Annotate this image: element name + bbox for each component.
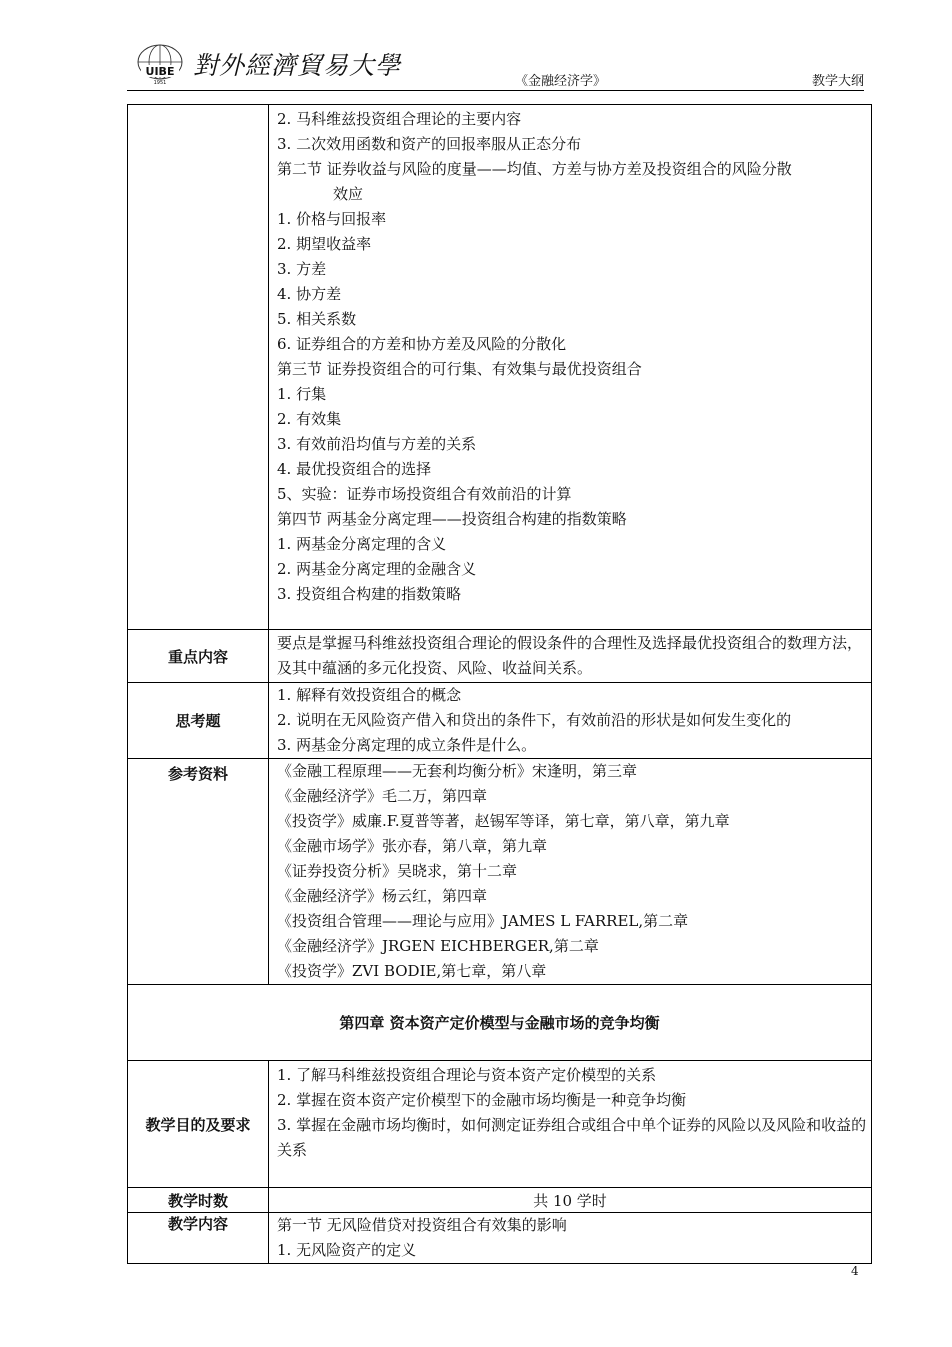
chapter-title-row [128, 985, 872, 1061]
objectives-row [128, 1061, 872, 1188]
questions-row [128, 683, 872, 759]
content-line: 6. 证券组合的方差和协方差及风险的分散化 [277, 335, 567, 353]
chapter-title: 第四章 资本资产定价模型与金融市场的竞争均衡 [128, 985, 872, 1061]
content-line: 1. 行集 [277, 385, 327, 403]
svg-text:UIBE: UIBE [145, 65, 175, 78]
content-line: 4. 最优投资组合的选择 [277, 460, 432, 478]
course-title: 《金融经济学》 [515, 74, 607, 89]
objectives-list [269, 1061, 871, 1163]
objectives-label: 教学目的及要求 [128, 1061, 269, 1188]
content-line: 3. 方差 [277, 260, 327, 278]
empty-label-cell [128, 105, 269, 630]
section-heading: 第二节 证券收益与风险的度量——均值、方差与协方差及投资组合的风险分散 [277, 160, 792, 178]
content-line: 3. 有效前沿均值与方差的关系 [277, 435, 477, 453]
content-line: 2. 马科维兹投资组合理论的主要内容 [277, 110, 522, 128]
questions-list [269, 683, 871, 758]
university-logo [135, 42, 185, 86]
reference-item: 《投资学》ZVI BODIE,第七章，第八章 [277, 962, 547, 980]
content-line: 2. 两基金分离定理的金融含义 [277, 560, 477, 578]
key-points-row [128, 630, 872, 683]
content-line: 5. 相关系数 [277, 310, 357, 328]
content-line: 4. 协方差 [277, 285, 342, 303]
reference-item: 《投资学》威廉.F.夏普等著，赵锡军等译，第七章，第八章，第九章 [277, 812, 730, 830]
reference-item: 《金融市场学》张亦春，第八章，第九章 [277, 837, 548, 855]
content-line: 1. 两基金分离定理的含义 [277, 535, 447, 553]
references-label: 参考资料 [128, 759, 269, 985]
hours-row [128, 1188, 872, 1213]
reference-item: 《证券投资分析》吴晓求，第十二章 [277, 862, 518, 880]
references-list [269, 759, 871, 984]
reference-item: 《金融工程原理——无套利均衡分析》宋逢明，第三章 [277, 762, 638, 780]
content-line: 2. 有效集 [277, 410, 342, 428]
content-line: 1. 无风险资产的定义 [277, 1241, 417, 1259]
section-heading: 第一节 无风险借贷对投资组合有效集的影响 [277, 1216, 567, 1234]
hours-label: 教学时数 [128, 1188, 269, 1213]
question-item: 3. 两基金分离定理的成立条件是什么。 [277, 736, 537, 754]
content-line: 2. 期望收益率 [277, 235, 372, 253]
reference-item: 《投资组合管理——理论与应用》JAMES L FARREL,第二章 [277, 912, 689, 930]
question-item: 1. 解释有效投资组合的概念 [277, 686, 462, 704]
objective-item: 3. 掌握在金融市场均衡时，如何测定证券组合或组合中单个证券的风险以及风险和收益的关系 [277, 1116, 867, 1159]
key-points-text: 要点是掌握马科维兹投资组合理论的假设条件的合理性及选择最优投资组合的数理方法，及其中蕴涵的多元化投资、风险、收益间关系。 [277, 634, 863, 677]
teaching-content-list [269, 1213, 871, 1263]
page-number: 4 [851, 1264, 859, 1278]
key-points-label: 重点内容 [128, 630, 269, 683]
content-line: 3. 二次效用函数和资产的回报率服从正态分布 [277, 135, 582, 153]
questions-label: 思考题 [128, 683, 269, 759]
university-name: 對外經濟貿易大學 [193, 51, 402, 80]
svg-text:1951: 1951 [153, 80, 167, 86]
continued-content-row [128, 105, 872, 630]
content-line: 3. 投资组合构建的指数策略 [277, 585, 462, 603]
continued-content [269, 105, 871, 607]
section-heading: 第三节 证券投资组合的可行集、有效集与最优投资组合 [277, 360, 642, 378]
teaching-content-label: 教学内容 [128, 1213, 269, 1264]
content-line: 5、实验：证券市场投资组合有效前沿的计算 [277, 485, 572, 503]
hours-value: 共 10 学时 [269, 1188, 872, 1213]
question-item: 2. 说明在无风险资产借入和贷出的条件下，有效前沿的形状是如何发生变化的 [277, 711, 792, 729]
page-header [127, 38, 864, 91]
objective-item: 1. 了解马科维兹投资组合理论与资本资产定价模型的关系 [277, 1066, 657, 1084]
reference-item: 《金融经济学》JRGEN EICHBERGER,第二章 [277, 937, 599, 955]
objective-item: 2. 掌握在资本资产定价模型下的金融市场均衡是一种竞争均衡 [277, 1091, 687, 1109]
teaching-content-row [128, 1213, 872, 1264]
document-type: 教学大纲 [811, 74, 864, 89]
section-heading: 第四节 两基金分离定理——投资组合构建的指数策略 [277, 510, 627, 528]
section-heading-cont: 效应 [333, 185, 364, 203]
references-row [128, 759, 872, 985]
content-line: 1. 价格与回报率 [277, 210, 387, 228]
reference-item: 《金融经济学》毛二万，第四章 [277, 787, 488, 805]
reference-item: 《金融经济学》杨云红，第四章 [277, 887, 488, 905]
syllabus-table [127, 104, 872, 1264]
